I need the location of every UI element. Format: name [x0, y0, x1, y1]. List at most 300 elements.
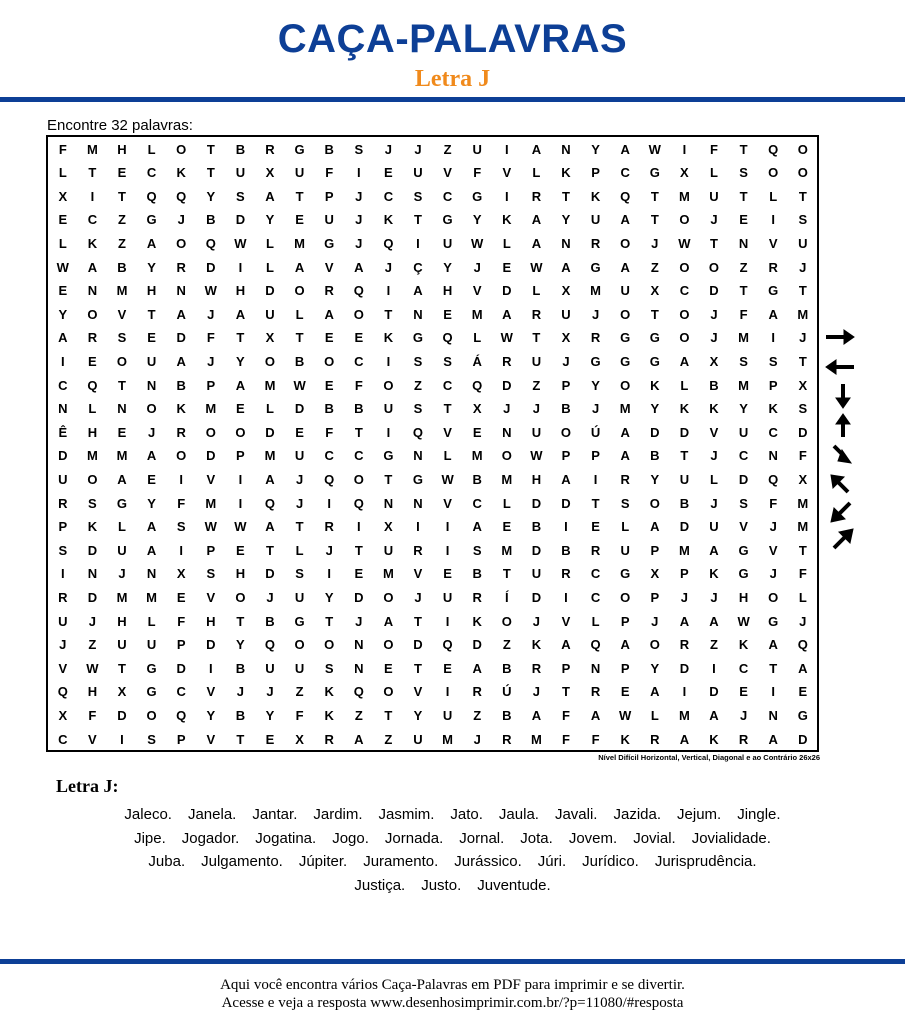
- grid-letter: N: [561, 235, 571, 251]
- grid-letter: I: [771, 684, 775, 700]
- grid-letter: G: [294, 141, 305, 157]
- grid-letter: Q: [57, 684, 68, 700]
- grid-letter: M: [205, 401, 217, 417]
- grid-letter: U: [442, 707, 453, 723]
- grid-letter: L: [147, 141, 156, 157]
- grid-letter: T: [236, 731, 245, 747]
- grid-letter: Z: [414, 377, 422, 393]
- grid-letter: I: [386, 353, 391, 369]
- grid-letter: T: [798, 283, 807, 299]
- grid-letter: T: [591, 495, 600, 511]
- grid-letter: M: [797, 306, 809, 322]
- grid-letter: V: [709, 424, 719, 440]
- grid-letter: T: [739, 188, 748, 204]
- grid-letter: T: [206, 141, 215, 157]
- grid-letter: I: [386, 283, 391, 299]
- grid-letter: A: [620, 212, 630, 228]
- grid-letter: E: [443, 306, 452, 322]
- grid-letter: U: [620, 283, 630, 299]
- grid-letter: N: [413, 448, 423, 464]
- grid-letter: A: [146, 519, 157, 535]
- grid-letter: O: [679, 306, 690, 322]
- grid-letter: P: [206, 542, 216, 558]
- grid-letter: E: [443, 660, 452, 676]
- grid-letter: K: [709, 401, 719, 417]
- grid-letter: J: [591, 401, 600, 417]
- grid-letter: J: [532, 613, 540, 629]
- grid-letter: J: [236, 684, 244, 700]
- grid-letter: A: [265, 519, 275, 535]
- word-item: Javali.: [554, 806, 598, 823]
- grid-letter: K: [620, 731, 630, 747]
- grid-letter: Z: [739, 259, 748, 275]
- page-subtitle: Letra J: [414, 66, 491, 92]
- grid-letter: O: [768, 165, 779, 181]
- grid-letter: A: [265, 471, 275, 487]
- grid-letter: D: [87, 589, 98, 605]
- grid-letter: G: [649, 353, 660, 369]
- word-item: Jurássico.: [454, 853, 522, 870]
- grid-letter: B: [502, 660, 512, 676]
- grid-letter: D: [176, 660, 186, 676]
- grid-letter: F: [562, 707, 570, 723]
- grid-letter: Q: [442, 637, 453, 653]
- grid-letter: J: [355, 235, 363, 251]
- grid-letter: G: [649, 330, 660, 346]
- grid-letter: Y: [591, 141, 600, 157]
- grid-letter: Z: [650, 259, 659, 275]
- grid-letter: E: [443, 566, 452, 582]
- grid-letter: Ú: [590, 424, 601, 440]
- grid-letter: I: [356, 519, 361, 535]
- grid-letter: M: [530, 731, 542, 747]
- grid-letter: J: [355, 212, 363, 228]
- grid-letter: M: [471, 306, 483, 322]
- grid-letter: Q: [620, 188, 631, 204]
- grid-letter: F: [710, 141, 718, 157]
- grid-letter: L: [58, 235, 67, 251]
- grid-letter: P: [620, 660, 630, 676]
- grid-letter: U: [798, 235, 808, 251]
- instructions: Encontre 32 palavras:: [47, 117, 193, 134]
- grid-letter: M: [678, 707, 690, 723]
- grid-letter: M: [116, 448, 128, 464]
- grid-letter: S: [58, 542, 68, 558]
- grid-letter: R: [590, 330, 601, 346]
- grid-letter: W: [441, 471, 454, 487]
- grid-letter: E: [58, 212, 68, 228]
- grid-letter: X: [472, 401, 482, 417]
- grid-letter: A: [58, 330, 68, 346]
- grid-letter: T: [650, 306, 659, 322]
- grid-letter: A: [679, 613, 690, 629]
- word-item: Jornada.: [384, 829, 444, 847]
- grid-letter: T: [118, 188, 126, 204]
- grid-letter: S: [739, 353, 748, 369]
- grid-letter: J: [473, 259, 481, 275]
- grid-letter: V: [206, 731, 216, 747]
- grid-letter: K: [176, 401, 186, 417]
- grid-letter: M: [738, 330, 750, 346]
- grid-letter: W: [530, 259, 543, 275]
- grid-letter: A: [265, 188, 275, 204]
- grid-letter: L: [532, 165, 541, 181]
- grid-letter: A: [620, 141, 630, 157]
- grid-letter: R: [531, 660, 542, 676]
- grid-letter: D: [531, 495, 542, 511]
- grid-letter: T: [650, 212, 659, 228]
- grid-letter: P: [768, 377, 778, 393]
- grid-letter: T: [739, 283, 748, 299]
- grid-letter: I: [238, 471, 243, 487]
- grid-letter: M: [294, 235, 306, 251]
- grid-letter: F: [177, 613, 186, 629]
- footer-line-1: Aqui você encontra vários Caça-Palavras em PDF para imprimir e se divertir.: [220, 977, 685, 993]
- word-item: Jipe.: [134, 829, 166, 847]
- word-item: Jornal.: [459, 829, 505, 847]
- grid-letter: X: [650, 283, 660, 299]
- grid-letter: I: [90, 188, 95, 204]
- grid-letter: T: [266, 542, 274, 558]
- grid-letter: P: [176, 637, 186, 653]
- grid-letter: G: [590, 259, 601, 275]
- grid-letter: J: [710, 212, 718, 228]
- grid-letter: Z: [443, 141, 452, 157]
- grid-letter: S: [147, 731, 156, 747]
- grid-letter: S: [739, 165, 748, 181]
- grid-letter: T: [414, 613, 422, 629]
- grid-letter: C: [768, 424, 778, 440]
- grid-letter: N: [354, 660, 364, 676]
- grid-letter: T: [414, 212, 422, 228]
- grid-letter: R: [679, 637, 690, 653]
- grid-letter: I: [564, 589, 568, 605]
- grid-letter: V: [768, 235, 778, 251]
- grid-letter: J: [680, 589, 688, 605]
- grid-letter: Z: [710, 637, 718, 653]
- word-item: Jardim.: [313, 806, 363, 823]
- grid-letter: V: [206, 471, 216, 487]
- grid-letter: V: [58, 660, 68, 676]
- word-item: Juba.: [148, 853, 186, 870]
- grid-letter: T: [236, 330, 245, 346]
- grid-letter: Z: [473, 707, 482, 723]
- grid-letter: Y: [147, 495, 156, 511]
- grid-letter: N: [561, 141, 571, 157]
- grid-letter: U: [294, 589, 305, 605]
- grid-letter: B: [531, 519, 542, 535]
- grid-letter: C: [472, 495, 482, 511]
- letter-grid: [46, 135, 819, 752]
- grid-letter: A: [413, 283, 423, 299]
- grid-letter: F: [354, 377, 363, 393]
- grid-letter: G: [116, 495, 128, 511]
- grid-letter: U: [561, 306, 571, 322]
- grid-letter: G: [590, 353, 601, 369]
- grid-letter: E: [147, 471, 156, 487]
- grid-letter: V: [117, 306, 127, 322]
- grid-letter: W: [86, 660, 99, 676]
- grid-letter: L: [58, 165, 67, 181]
- grid-letter: P: [591, 165, 600, 181]
- grid-letter: K: [650, 377, 660, 393]
- grid-letter: K: [590, 188, 601, 204]
- grid-letter: S: [88, 495, 97, 511]
- grid-letter: X: [176, 566, 186, 582]
- grid-letter: M: [116, 283, 128, 299]
- grid-letter: T: [798, 188, 807, 204]
- grid-letter: X: [709, 353, 719, 369]
- grid-letter: X: [680, 165, 689, 181]
- grid-letter: C: [58, 731, 68, 747]
- grid-letter: T: [88, 165, 97, 181]
- grid-letter: M: [797, 519, 809, 535]
- grid-letter: I: [416, 235, 420, 251]
- grid-letter: O: [708, 259, 720, 275]
- grid-letter: T: [384, 306, 393, 322]
- grid-letter: E: [384, 165, 393, 181]
- word-item: Julgamento.: [201, 853, 283, 870]
- grid-letter: G: [146, 660, 157, 676]
- arrow-down-left-icon: [831, 503, 850, 522]
- grid-letter: I: [504, 188, 509, 204]
- grid-letter: A: [709, 542, 719, 558]
- grid-letter: U: [531, 353, 542, 369]
- grid-letter: T: [295, 519, 304, 535]
- grid-letter: J: [414, 589, 422, 605]
- arrow-down-right-icon: [834, 446, 851, 463]
- grid-letter: E: [384, 660, 393, 676]
- grid-letter: Ç: [413, 259, 423, 275]
- grid-letter: S: [295, 566, 304, 582]
- grid-letter: F: [206, 330, 215, 346]
- grid-letter: J: [414, 141, 422, 157]
- grid-letter: L: [502, 235, 511, 251]
- grid-letter: N: [58, 401, 68, 417]
- grid-letter: D: [206, 259, 216, 275]
- grid-letter: M: [678, 542, 690, 558]
- grid-letter: K: [87, 519, 98, 535]
- grid-letter: E: [147, 330, 156, 346]
- word-item: Jurisprudência.: [654, 853, 757, 870]
- grid-letter: G: [620, 566, 631, 582]
- grid-letter: B: [561, 401, 571, 417]
- grid-letter: A: [561, 637, 571, 653]
- grid-letter: R: [265, 141, 275, 157]
- grid-letter: I: [416, 519, 420, 535]
- grid-letter: K: [383, 212, 394, 228]
- grid-letter: L: [473, 330, 482, 346]
- word-item: Jovial.: [633, 829, 676, 847]
- grid-letter: N: [768, 707, 778, 723]
- grid-letter: H: [117, 141, 127, 157]
- grid-letter: N: [176, 283, 186, 299]
- grid-letter: D: [502, 377, 512, 393]
- grid-letter: K: [768, 401, 778, 417]
- grid-letter: A: [354, 259, 364, 275]
- grid-letter: E: [295, 424, 304, 440]
- grid-letter: I: [60, 566, 65, 582]
- grid-letter: V: [88, 731, 97, 747]
- grid-letter: M: [590, 283, 602, 299]
- grid-letter: F: [562, 731, 570, 747]
- grid-letter: G: [442, 212, 453, 228]
- grid-letter: D: [738, 471, 749, 487]
- grid-letter: E: [739, 212, 748, 228]
- grid-letter: Y: [591, 377, 600, 393]
- grid-letter: N: [354, 637, 364, 653]
- grid-letter: R: [324, 283, 334, 299]
- grid-letter: Q: [324, 471, 335, 487]
- grid-letter: Ê: [58, 424, 68, 440]
- grid-letter: H: [87, 684, 98, 700]
- grid-letter: V: [561, 613, 571, 629]
- grid-letter: I: [60, 353, 65, 369]
- grid-letter: Z: [295, 684, 304, 700]
- grid-letter: D: [58, 448, 68, 464]
- grid-letter: B: [324, 141, 334, 157]
- grid-letter: X: [561, 283, 571, 299]
- grid-letter: U: [442, 589, 453, 605]
- grid-letter: G: [768, 613, 779, 629]
- arrow-up-icon: [836, 414, 850, 437]
- grid-letter: E: [265, 731, 275, 747]
- grid-letter: J: [710, 589, 718, 605]
- grid-letter: T: [118, 377, 126, 393]
- grid-letter: H: [87, 424, 98, 440]
- grid-letter: Y: [236, 637, 245, 653]
- grid-letter: B: [502, 707, 512, 723]
- grid-letter: O: [146, 707, 157, 723]
- grid-letter: U: [383, 401, 394, 417]
- word-item: Jantar.: [252, 806, 298, 823]
- grid-letter: P: [680, 566, 689, 582]
- grid-letter: L: [295, 306, 304, 322]
- grid-letter: Q: [383, 235, 394, 251]
- grid-letter: S: [206, 566, 216, 582]
- grid-letter: E: [354, 330, 364, 346]
- grid-letter: F: [325, 165, 334, 181]
- grid-letter: J: [562, 353, 570, 369]
- grid-letter: I: [682, 684, 687, 700]
- grid-letter: G: [797, 707, 808, 723]
- grid-letter: T: [414, 660, 422, 676]
- grid-letter: T: [443, 401, 452, 417]
- grid-letter: B: [324, 401, 334, 417]
- grid-letter: V: [768, 542, 778, 558]
- grid-letter: J: [295, 471, 304, 487]
- grid-letter: E: [295, 212, 304, 228]
- grid-letter: O: [768, 589, 779, 605]
- grid-letter: A: [531, 141, 542, 157]
- grid-letter: T: [295, 330, 304, 346]
- grid-letter: A: [561, 471, 571, 487]
- grid-letter: O: [620, 235, 631, 251]
- grid-letter: J: [710, 306, 718, 322]
- grid-letter: S: [413, 353, 423, 369]
- grid-letter: U: [265, 660, 275, 676]
- grid-letter: O: [649, 637, 660, 653]
- grid-letter: O: [383, 637, 394, 653]
- grid-letter: E: [324, 377, 334, 393]
- grid-letter: O: [324, 353, 335, 369]
- grid-letter: K: [502, 212, 512, 228]
- grid-letter: K: [87, 235, 98, 251]
- grid-letter: U: [709, 519, 719, 535]
- grid-letter: A: [294, 259, 305, 275]
- grid-letter: M: [501, 471, 513, 487]
- grid-letter: S: [176, 519, 186, 535]
- grid-letter: R: [590, 542, 601, 558]
- grid-letter: P: [561, 377, 571, 393]
- grid-letter: Z: [354, 707, 363, 723]
- grid-letter: A: [354, 731, 364, 747]
- grid-letter: D: [561, 495, 571, 511]
- grid-letter: I: [327, 495, 331, 511]
- word-item: Justo.: [421, 876, 462, 894]
- grid-letter: E: [236, 401, 245, 417]
- grid-letter: J: [147, 424, 156, 440]
- grid-letter: B: [561, 542, 571, 558]
- grid-letter: R: [561, 566, 571, 582]
- grid-letter: U: [58, 471, 68, 487]
- grid-letter: I: [771, 330, 775, 346]
- grid-letter: I: [179, 542, 183, 558]
- grid-letter: E: [117, 165, 127, 181]
- grid-letter: W: [471, 235, 484, 251]
- grid-letter: D: [87, 542, 98, 558]
- grid-letter: B: [650, 448, 660, 464]
- word-item: Jurídico.: [582, 853, 639, 870]
- grid-letter: T: [325, 613, 334, 629]
- grid-letter: W: [737, 613, 750, 629]
- grid-letter: S: [443, 353, 452, 369]
- grid-letter: G: [324, 235, 335, 251]
- grid-letter: N: [117, 401, 127, 417]
- grid-letter: E: [798, 684, 808, 700]
- grid-letter: C: [738, 448, 749, 464]
- grid-letter: B: [235, 141, 246, 157]
- grid-letter: O: [620, 589, 631, 605]
- grid-letter: O: [205, 424, 216, 440]
- grid-letter: Q: [146, 188, 157, 204]
- grid-letter: U: [294, 448, 305, 464]
- word-item: Juramento.: [363, 853, 439, 870]
- grid-letter: U: [738, 424, 749, 440]
- grid-letter: R: [531, 306, 542, 322]
- grid-letter: Í: [504, 589, 509, 605]
- grid-letter: O: [679, 259, 690, 275]
- word-item: Jingle.: [737, 806, 781, 823]
- grid-letter: R: [58, 589, 68, 605]
- word-item: Júpiter.: [298, 853, 348, 870]
- grid-letter: Y: [236, 353, 245, 369]
- grid-letter: Z: [384, 731, 393, 747]
- grid-letter: X: [58, 707, 68, 723]
- grid-letter: D: [502, 283, 512, 299]
- grid-letter: V: [472, 283, 482, 299]
- grid-letter: X: [384, 519, 393, 535]
- grid-letter: O: [294, 283, 305, 299]
- grid-letter: R: [472, 589, 482, 605]
- grid-letter: E: [591, 519, 600, 535]
- grid-letter: Q: [205, 235, 216, 251]
- top-divider: [0, 97, 905, 102]
- grid-letter: C: [176, 684, 186, 700]
- grid-letter: K: [738, 637, 749, 653]
- grid-letter: R: [650, 731, 660, 747]
- grid-letter: B: [709, 377, 719, 393]
